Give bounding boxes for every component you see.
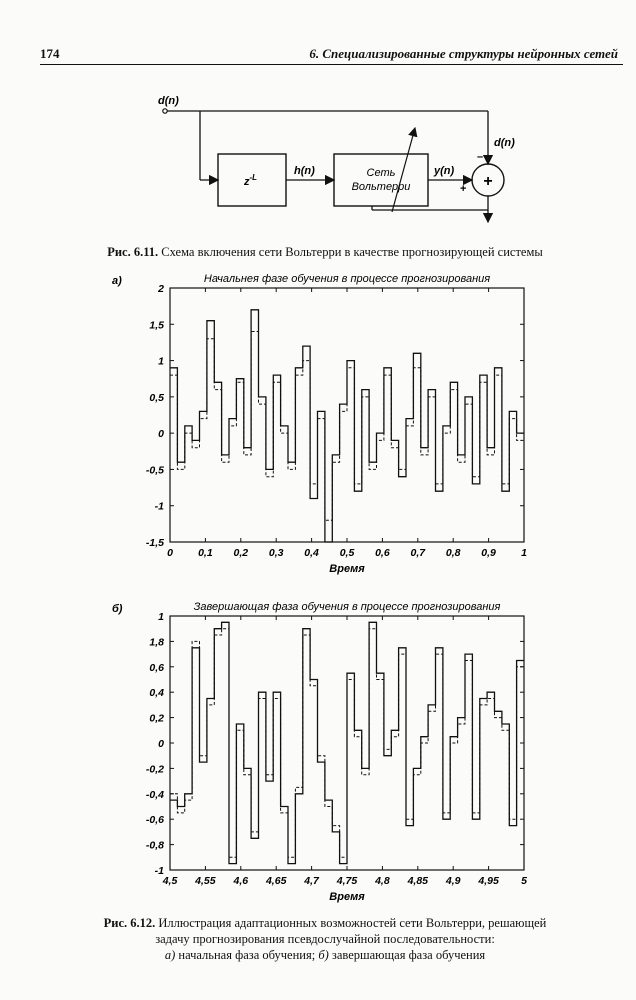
series-line-forecast: [170, 310, 524, 542]
y-tick-label: -0,4: [145, 788, 164, 801]
figure-6-12-line1: Иллюстрация адаптационных возможностей сети Вольтерри, решающей: [155, 916, 547, 930]
y-tick-label: 1,5: [149, 319, 164, 332]
y-tick-label: 1: [158, 355, 164, 368]
input-node: [163, 109, 167, 113]
chart-title: Завершающая фаза обучения в процессе прогнозирования: [193, 601, 501, 613]
x-tick-label: 0,3: [268, 547, 284, 559]
delay-label: $z^{-L}$: [244, 173, 258, 188]
x-tick-label: 5: [521, 875, 527, 887]
x-tick-label: 4,6: [233, 875, 249, 887]
figure-6-11-label: Рис. 6.11.: [107, 245, 159, 259]
x-axis-label: Время: [329, 891, 365, 903]
y-tick-label: 0,2: [149, 712, 164, 725]
y-tick-label: -1: [154, 865, 164, 877]
yn-label: y(n): [434, 165, 455, 177]
y-tick-label: -0,6: [145, 814, 164, 827]
x-tick-label: 4,55: [195, 875, 216, 887]
figure-6-12-a-label: а): [164, 948, 176, 962]
panel-label: б): [112, 603, 123, 615]
x-tick-label: 0,8: [445, 547, 461, 559]
y-tick-label: -0,5: [145, 464, 164, 477]
figure-6-12-line2: задачу прогнозирования псевдослучайной последовательности:: [155, 932, 495, 946]
y-tick-label: -1: [154, 500, 164, 513]
network-label-2: Вольтерри: [351, 181, 411, 193]
figure-6-11-text: Схема включения сети Вольтерри в качестве прогнозирующей системы: [158, 245, 543, 259]
x-tick-label: 0,7: [410, 547, 426, 559]
figure-6-12-b-label: б): [318, 948, 329, 962]
page-number: 174: [40, 46, 60, 61]
x-tick-label: 1: [521, 547, 527, 559]
figure-6-11-caption: [30, 244, 620, 260]
sum-symbol: +: [483, 173, 493, 190]
figure-6-12-caption: [30, 915, 620, 963]
y-tick-label: 0,4: [149, 687, 164, 700]
x-axis-label: Время: [329, 563, 365, 575]
x-tick-label: 4,65: [265, 875, 287, 887]
x-tick-label: 0,2: [233, 547, 249, 559]
plus-sign-label: +: [460, 183, 467, 195]
panel-label: а): [112, 275, 122, 287]
plot-frame: [170, 288, 524, 542]
y-tick-label: -0,8: [145, 839, 164, 852]
x-tick-label: 0,5: [339, 547, 355, 559]
figure-6-12-a-text: начальная фаза обучения;: [175, 948, 319, 962]
x-tick-label: 4,95: [478, 875, 499, 887]
x-tick-label: 4,75: [336, 875, 358, 887]
x-tick-label: 4,9: [445, 875, 461, 887]
y-tick-label: -1,5: [145, 537, 164, 549]
y-tick-label: 0,5: [149, 391, 164, 404]
chart-initial-phase: [0, 270, 636, 585]
y-tick-label: 2: [158, 283, 164, 295]
network-label-1: Сеть: [366, 167, 396, 179]
figure-6-12-label: Рис. 6.12.: [103, 916, 156, 930]
x-tick-label: 4,5: [162, 875, 178, 887]
series-line-original: [170, 332, 524, 521]
x-tick-label: 0,9: [481, 547, 496, 559]
dn-label: d(n): [494, 137, 515, 149]
x-tick-label: 0,4: [304, 547, 319, 559]
chart-final-phase: [0, 598, 636, 913]
hn-label: h(n): [294, 165, 315, 177]
y-tick-label: 1,8: [149, 636, 164, 649]
x-tick-label: 4,7: [304, 875, 319, 887]
x-tick-label: 4,85: [407, 875, 429, 887]
header-rule: [40, 64, 623, 65]
chapter-title: 6. Специализированные структуры нейронных сетей: [309, 46, 618, 61]
chart-title: Начальнея фазе обучения в процессе прогнозирования: [203, 273, 491, 285]
y-tick-label: 0,6: [149, 661, 164, 674]
y-tick-label: 0: [158, 738, 164, 750]
input-label: d(n): [158, 95, 179, 107]
volterra-block-diagram: [0, 88, 636, 238]
figure-6-12-b-text: завершающая фаза обучения: [328, 948, 486, 962]
y-tick-label: 0: [158, 428, 164, 441]
y-tick-label: -0,2: [145, 763, 164, 776]
x-tick-label: 0,6: [375, 547, 390, 559]
x-tick-label: 4,8: [375, 875, 390, 887]
y-tick-label: 1: [158, 611, 164, 623]
minus-sign-label: –: [477, 151, 484, 163]
x-tick-label: 0,1: [198, 547, 213, 559]
x-tick-label: 0: [167, 547, 173, 559]
network-block: [334, 154, 428, 206]
